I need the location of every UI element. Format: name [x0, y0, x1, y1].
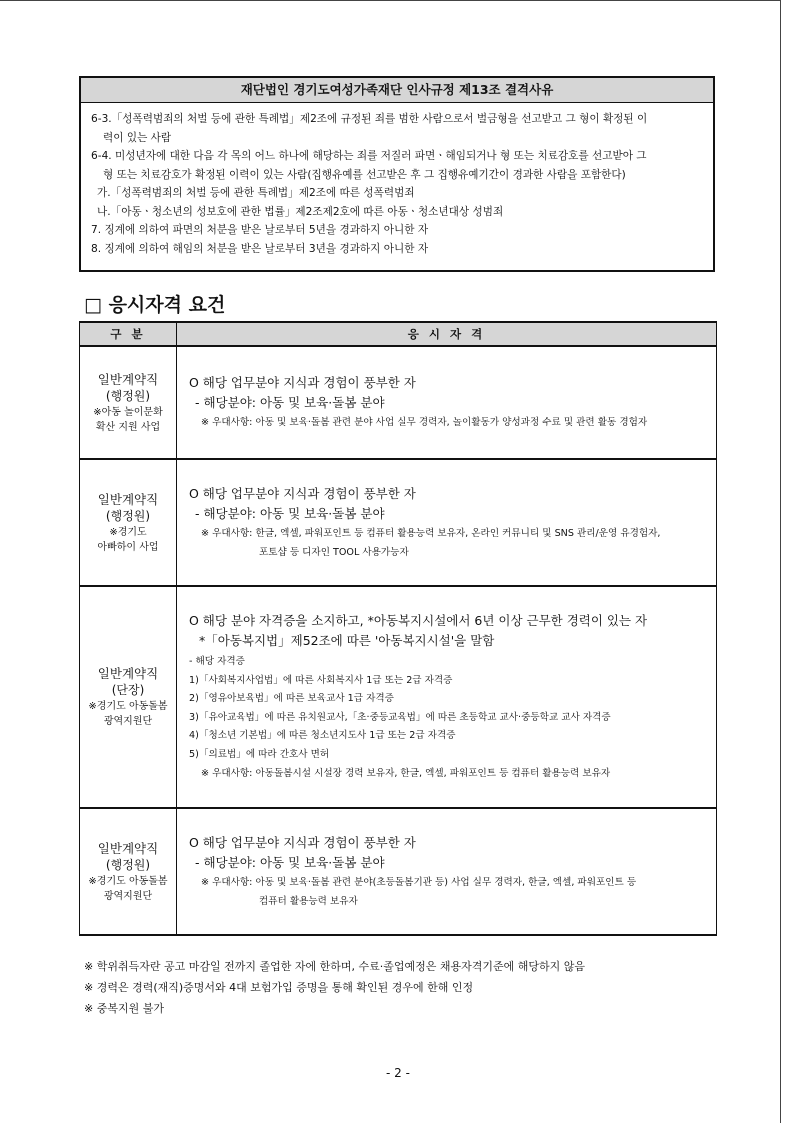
page-number: - 2 - [386, 1066, 410, 1080]
qualification-main: O 해당 업무분야 지식과 경험이 풍부한 자 [189, 485, 416, 501]
table-row [80, 459, 717, 586]
category-note: ※경기도 아동돌봄 [88, 701, 168, 712]
preference-note-continued: 컴퓨터 활용능력 보유자 [259, 895, 358, 907]
qualification-table [79, 321, 717, 936]
qualification-field: - 해당분야: 아동 및 보육·돌봄 분야 [195, 854, 385, 870]
category-cell [80, 586, 177, 808]
category-title: 일반계약직 [97, 491, 159, 507]
category-subtitle: (행정원) [105, 508, 151, 523]
preference-note: ※ 우대사항: 아동 및 보육·돌봄 관련 분야 사업 실무 경력자, 놀이활동가 양성과정 수료 및 관련 활동 경험자 [201, 417, 648, 428]
footnote: ※ 경력은 경력(재직)증명서와 4대 보험가입 증명을 통해 확인된 경우에 한해 인정 [84, 981, 474, 994]
regulation-title: 재단법인 경기도여성가족재단 인사규정 제13조 결격사유 [81, 78, 713, 103]
table-header-category: 구 분 [80, 322, 177, 346]
qualification-field: - 해당분야: 아동 및 보육·돌봄 분야 [195, 395, 385, 410]
category-note: 광역지원단 [103, 716, 153, 727]
preference-note: ※ 우대사항: 아동돌봄시설 시설장 경력 보유자, 한글, 엑셀, 파워포인트 등 컴퓨터 활용능력 보유자 [201, 768, 611, 779]
certificate-item: 3)「유아교육법」에 따른 유치원교사,「초·중등교육법」에 따른 초등학교 교사·중등학교 교사 자격증 [189, 711, 611, 723]
qualification-footnote: *「아동복지법」제52조에 따른 '아동복지시설'을 말함 [199, 633, 495, 648]
preference-note-continued: 포토샵 등 디자인 TOOL 사용가능자 [259, 546, 409, 558]
regulation-line: 6-4. 미성년자에 대한 다음 각 목의 어느 하나에 해당하는 죄를 저질러 파면ㆍ해임되거나 형 또는 치료감호를 선고받아 그 [91, 150, 647, 162]
qualification-main: O 해당 분야 자격증을 소지하고, *아동복지시설에서 6년 이상 근무한 경력이 있는 자 [189, 613, 648, 628]
footnotes [84, 956, 585, 1019]
table-header-qualification: 응 시 자 격 [177, 322, 717, 346]
qualification-field: - 해당분야: 아동 및 보육·돌봄 분야 [195, 505, 385, 521]
category-title: 일반계약직 [97, 371, 159, 387]
category-title: 일반계약직 [97, 666, 159, 681]
category-note: ※경기도 [109, 526, 147, 538]
category-cell [80, 808, 177, 935]
regulation-line: 가.「성폭력범죄의 처벌 등에 관한 특례법」제2조에 따른 성폭력범죄 [97, 187, 415, 199]
regulation-line: 7. 징계에 의하여 파면의 처분을 받은 날로부터 5년을 경과하지 아니한 자 [91, 224, 429, 236]
category-title: 일반계약직 [97, 840, 159, 856]
regulation-line: 력이 있는 사람 [103, 131, 172, 144]
certificate-label: - 해당 자격증 [189, 656, 245, 667]
qualification-cell [177, 459, 717, 586]
page-border-right [780, 0, 781, 1123]
preference-note: ※ 우대사항: 한글, 엑셀, 파워포인트 등 컴퓨터 활용능력 보유자, 온라인 커뮤니티 및 SNS 관리/운영 유경험자, [201, 527, 661, 539]
certificate-item: 1)「사회복지사업법」에 따른 사회복지사 1급 또는 2급 자격증 [189, 674, 453, 686]
page-border-top [0, 0, 780, 1]
table-row [80, 808, 717, 935]
category-note: 광역지원단 [103, 890, 153, 902]
regulation-line: 8. 징계에 의하여 해임의 처분을 받은 날로부터 3년을 경과하지 아니한 자 [91, 242, 429, 255]
category-note: ※경기도 아동돌봄 [88, 875, 168, 887]
qualification-main: O 해당 업무분야 지식과 경험이 풍부한 자 [189, 375, 416, 390]
regulation-line: 형 또는 치료감호가 확정된 이력이 있는 사람(집행유예를 선고받은 후 그 집행유예기간이 경과한 사람을 포함한다) [103, 168, 626, 181]
qualification-cell [177, 346, 717, 459]
category-cell [80, 346, 177, 459]
table-row [80, 586, 717, 808]
certificate-item: 4)「청소년 기본법」에 따른 청소년지도사 1급 또는 2급 자격증 [189, 730, 456, 741]
certificate-item: 5)「의료법」에 따라 간호사 면허 [189, 748, 330, 760]
qualification-cell [177, 586, 717, 808]
category-subtitle: (행정원) [105, 857, 151, 872]
category-note: ※아동 놀이문화 [93, 406, 163, 418]
category-note: 확산 지원 사업 [95, 421, 161, 433]
preference-note: ※ 우대사항: 아동 및 보육·돌봄 관련 분야(초등돌봄기관 등) 사업 실무 경력자, 한글, 엑셀, 파워포인트 등 [201, 876, 637, 888]
category-subtitle: (행정원) [105, 388, 151, 403]
regulation-line: 6-3.「성폭력범죄의 처벌 등에 관한 특례법」제2조에 규정된 죄를 범한 사람으로서 벌금형을 선고받고 그 형이 확정된 이 [91, 113, 648, 125]
regulation-lines [81, 103, 713, 258]
table-row [80, 346, 717, 459]
section-heading: □ 응시자격 요건 [84, 294, 226, 316]
certificate-item: 2)「영유아보육법」에 따른 보육교사 1급 자격증 [189, 693, 394, 704]
category-note: 아빠하이 사업 [97, 541, 159, 553]
qualification-cell [177, 808, 717, 935]
regulation-box [79, 76, 715, 272]
qualification-main: O 해당 업무분야 지식과 경험이 풍부한 자 [189, 834, 416, 850]
category-cell [80, 459, 177, 586]
footnote: ※ 학위취득자란 공고 마감일 전까지 졸업한 자에 한하며, 수료·졸업예정은 채용자격기준에 해당하지 않음 [84, 960, 585, 973]
regulation-line: 나.「아동ㆍ청소년의 성보호에 관한 법률」제2조제2호에 따른 아동ㆍ청소년대상 성범죄 [97, 205, 504, 218]
footnote: ※ 중복지원 불가 [84, 1002, 164, 1015]
category-subtitle: (단장) [111, 683, 145, 697]
